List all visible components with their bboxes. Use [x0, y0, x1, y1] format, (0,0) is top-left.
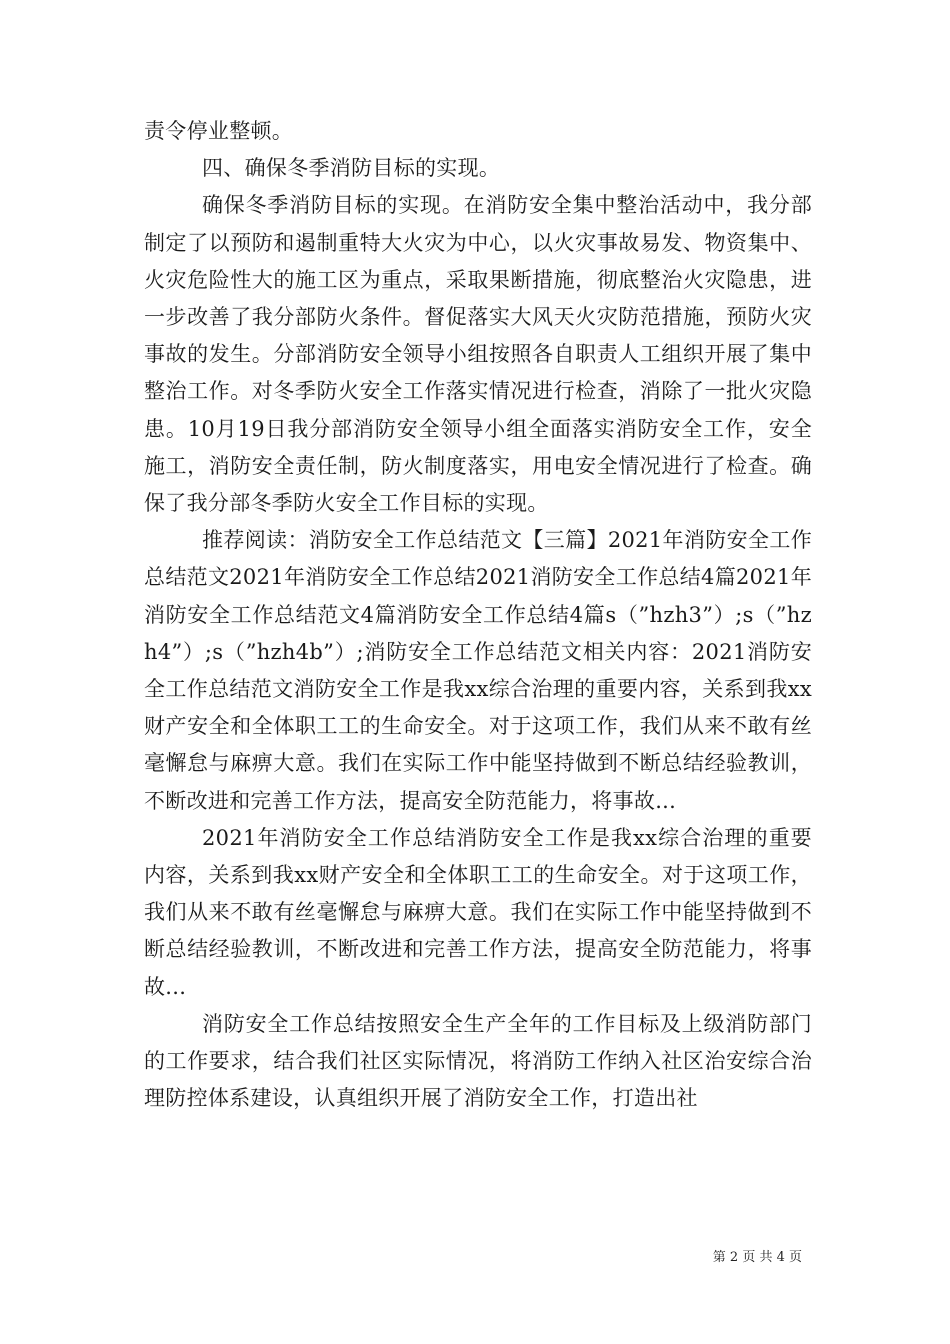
document-body	[144, 113, 812, 1117]
paragraph-continuation: 责令停业整顿。	[144, 119, 294, 143]
page-number-footer: 第 2 页 共 4 页	[712, 1250, 802, 1265]
paragraph-winter-goal: 确保冬季消防目标的实现。在消防安全集中整治活动中，我分部制定了以预防和遏制重特大火灾为中心，以火灾事故易发、物资集中、火灾危险性大的施工区为重点，采取果断措施，彻底整治火灾隐患，进一步改善了我分部防火条件。督促落实大风天火灾防范措施，预防火灾事故的发生。分部消防安全领导小组按照各自职责人工组织开展了集中整治工作。对冬季防火安全工作落实情况进行检查，消除了一批火灾隐患。10月19日我分部消防安全领导小组全面落实消防安全工作，安全施工，消防安全责任制，防火制度落实，用电安全情况进行了检查。确保了我分部冬季防火安全工作目标的实现。	[144, 193, 812, 516]
paragraph-recommended-reading: 推荐阅读：消防安全工作总结范文【三篇】2021年消防安全工作总结范文2021年消防安全工作总结2021消防安全工作总结4篇2021年消防安全工作总结范文4篇消防安全工作总结4篇s（”hzh3”）;s（”hzh4”）;s（”hzh4b”）;消防安全工作总结范文相关内容：2021消防安全工作总结范文消防安全工作是我xx综合治理的重要内容，关系到我xx财产安全和全体职工工的生命安全。对于这项工作，我们从来不敢有丝毫懈怠与麻痹大意。我们在实际工作中能坚持做到不断总结经验教训，不断改进和完善工作方法，提高安全防范能力，将事故...	[144, 528, 812, 813]
paragraph-2021-summary: 2021年消防安全工作总结消防安全工作是我xx综合治理的重要内容，关系到我xx财产安全和全体职工工的生命安全。对于这项工作，我们从来不敢有丝毫懈怠与麻痹大意。我们在实际工作中能坚持做到不断总结经验教训，不断改进和完善工作方法，提高安全防范能力，将事故...	[144, 825, 812, 999]
paragraph-community-summary: 消防安全工作总结按照安全生产全年的工作目标及上级消防部门的工作要求，结合我们社区实际情况，将消防工作纳入社区治安综合治理防控体系建设，认真组织开展了消防安全工作，打造出社	[144, 1011, 812, 1111]
section-heading: 四、确保冬季消防目标的实现。	[202, 156, 501, 181]
